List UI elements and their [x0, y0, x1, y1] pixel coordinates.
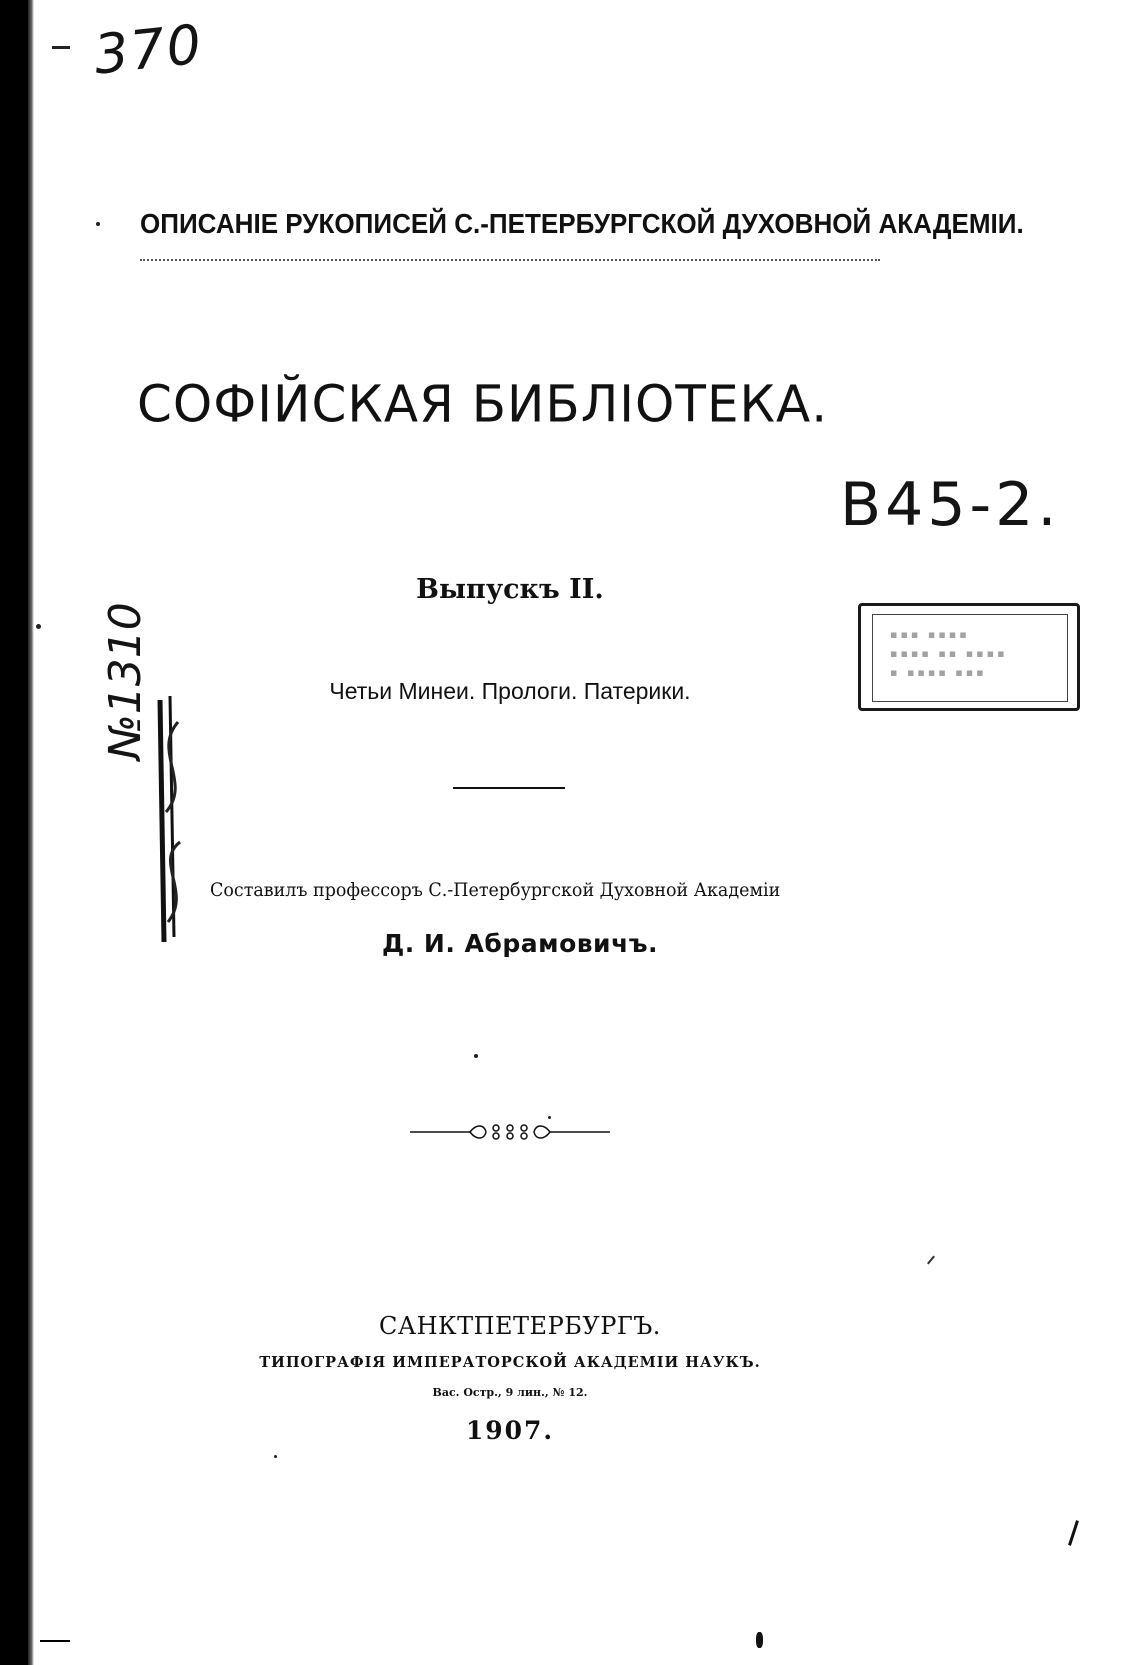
library-stamp-faded-text: ▪▪▪ ▪▪▪▪ ▪▪▪▪ ▪▪ ▪▪▪▪ ▪ ▪▪▪▪ ▪▪▪ — [890, 628, 1008, 679]
compiler-line: Составилъ профессоръ С.-Петербургской Духовной Академіи — [210, 879, 781, 901]
imprint-city: САНКТПЕТЕРБУРГЪ. — [379, 1312, 661, 1340]
scan-speck — [548, 1116, 551, 1119]
imprint-year: 1907. — [465, 1416, 555, 1445]
author-name: Д. И. Абрамовичъ. — [381, 929, 659, 958]
crossed-out-inventory-icon — [152, 692, 232, 952]
ornament-flourish-icon — [410, 1120, 610, 1144]
ornament-divider — [410, 1120, 610, 1144]
scan-speck — [756, 1632, 763, 1648]
scan-speck — [1068, 1520, 1079, 1546]
subtitle: Четьи Минеи. Прологи. Патерики. — [329, 678, 691, 704]
scan-speck — [96, 222, 100, 226]
divider-rule — [453, 787, 565, 789]
series-underline — [140, 256, 880, 261]
handwritten-top-number: 370 — [91, 12, 207, 87]
scan-edge-tick — [40, 1640, 70, 1642]
main-title: СОФІЙСКАЯ БИБЛІОТЕКА. — [137, 374, 829, 434]
issue-label: Выпускъ II. — [416, 574, 604, 605]
series-title: ОПИСАНІЕ РУКОПИСЕЙ С.-ПЕТЕРБУРГСКОЙ ДУХОВНОЙ АКАДЕМІИ. — [140, 208, 1024, 239]
scan-edge — [0, 0, 28, 1665]
imprint-press: ТИПОГРАФІЯ ИМПЕРАТОРСКОЙ АКАДЕМІИ НАУКЪ. — [259, 1354, 761, 1371]
inventory-mark — [152, 692, 232, 952]
scan-speck — [927, 1256, 935, 1265]
handwritten-dash — [52, 46, 70, 49]
scan-speck — [274, 1455, 277, 1458]
handwritten-shelf-mark: B45-2. — [840, 470, 1061, 540]
scan-speck — [36, 624, 41, 629]
scan-speck — [474, 1054, 478, 1058]
scan-edge-shadow — [28, 0, 34, 1665]
imprint-address: Вас. Остр., 9 лин., № 12. — [432, 1386, 588, 1399]
handwritten-inventory-number: №1310 — [100, 602, 151, 760]
